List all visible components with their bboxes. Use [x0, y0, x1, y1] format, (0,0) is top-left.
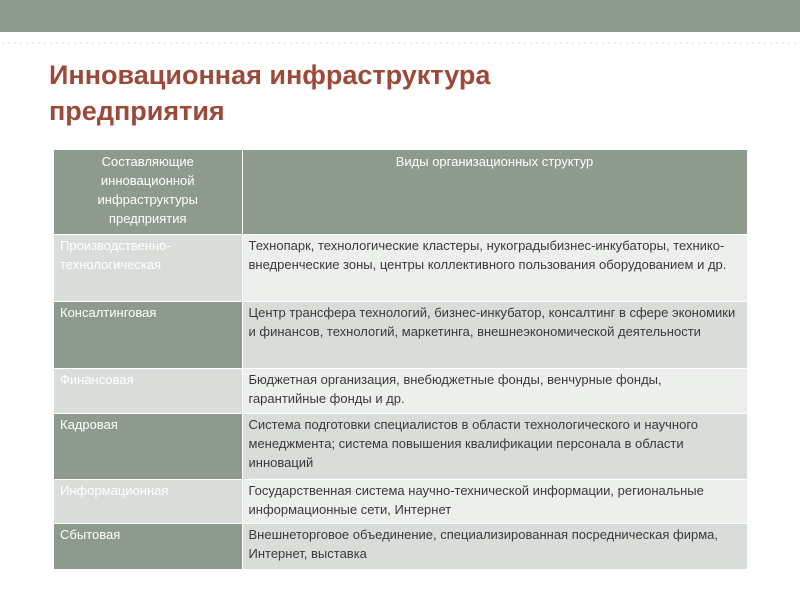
- row-category: Финансовая: [54, 368, 242, 413]
- table-row: [54, 479, 747, 523]
- header-components: Составляющие инновационной инфраструктуры предприятия: [54, 150, 242, 234]
- table-row: [54, 523, 747, 569]
- infrastructure-table: [54, 150, 748, 569]
- table-header-row: [54, 150, 747, 234]
- row-category: Производственно-технологическая: [54, 234, 242, 301]
- row-category: Кадровая: [54, 413, 242, 479]
- row-category: Сбытовая: [54, 523, 242, 569]
- slide-title: Инновационная инфраструктура предприятия: [49, 60, 491, 126]
- table-row: [54, 234, 747, 301]
- dotted-divider: [0, 40, 800, 46]
- row-category: Консалтинговая: [54, 301, 242, 368]
- row-description: Технопарк, технологические кластеры, нукоградыбизнес-инкубаторы, технико-внедренческие зоны, центры коллективного пользования оборудованием и др.: [242, 234, 747, 301]
- row-description: Система подготовки специалистов в области технологического и научного менеджмента; система повышения квалификации персонала в области инноваций: [242, 413, 747, 479]
- top-decorative-band: [0, 0, 800, 32]
- row-category: Информационная: [54, 479, 242, 523]
- table-row: [54, 413, 747, 479]
- row-description: Внешнеторговое объединение, специализированная посредническая фирма, Интернет, выставка: [242, 523, 747, 569]
- row-description: Государственная система научно-технической информации, региональные информационные сети, Интернет: [242, 479, 747, 523]
- table-row: [54, 301, 747, 368]
- row-description: Центр трансфера технологий, бизнес-инкубатор, консалтинг в сфере экономики и финансов, технологий, маркетинга, внешнеэкономической деятельности: [242, 301, 747, 368]
- table-row: [54, 368, 747, 413]
- header-structure-types: Виды организационных структур: [242, 150, 747, 234]
- row-description: Бюджетная организация, внебюджетные фонды, венчурные фонды, гарантийные фонды и др.: [242, 368, 747, 413]
